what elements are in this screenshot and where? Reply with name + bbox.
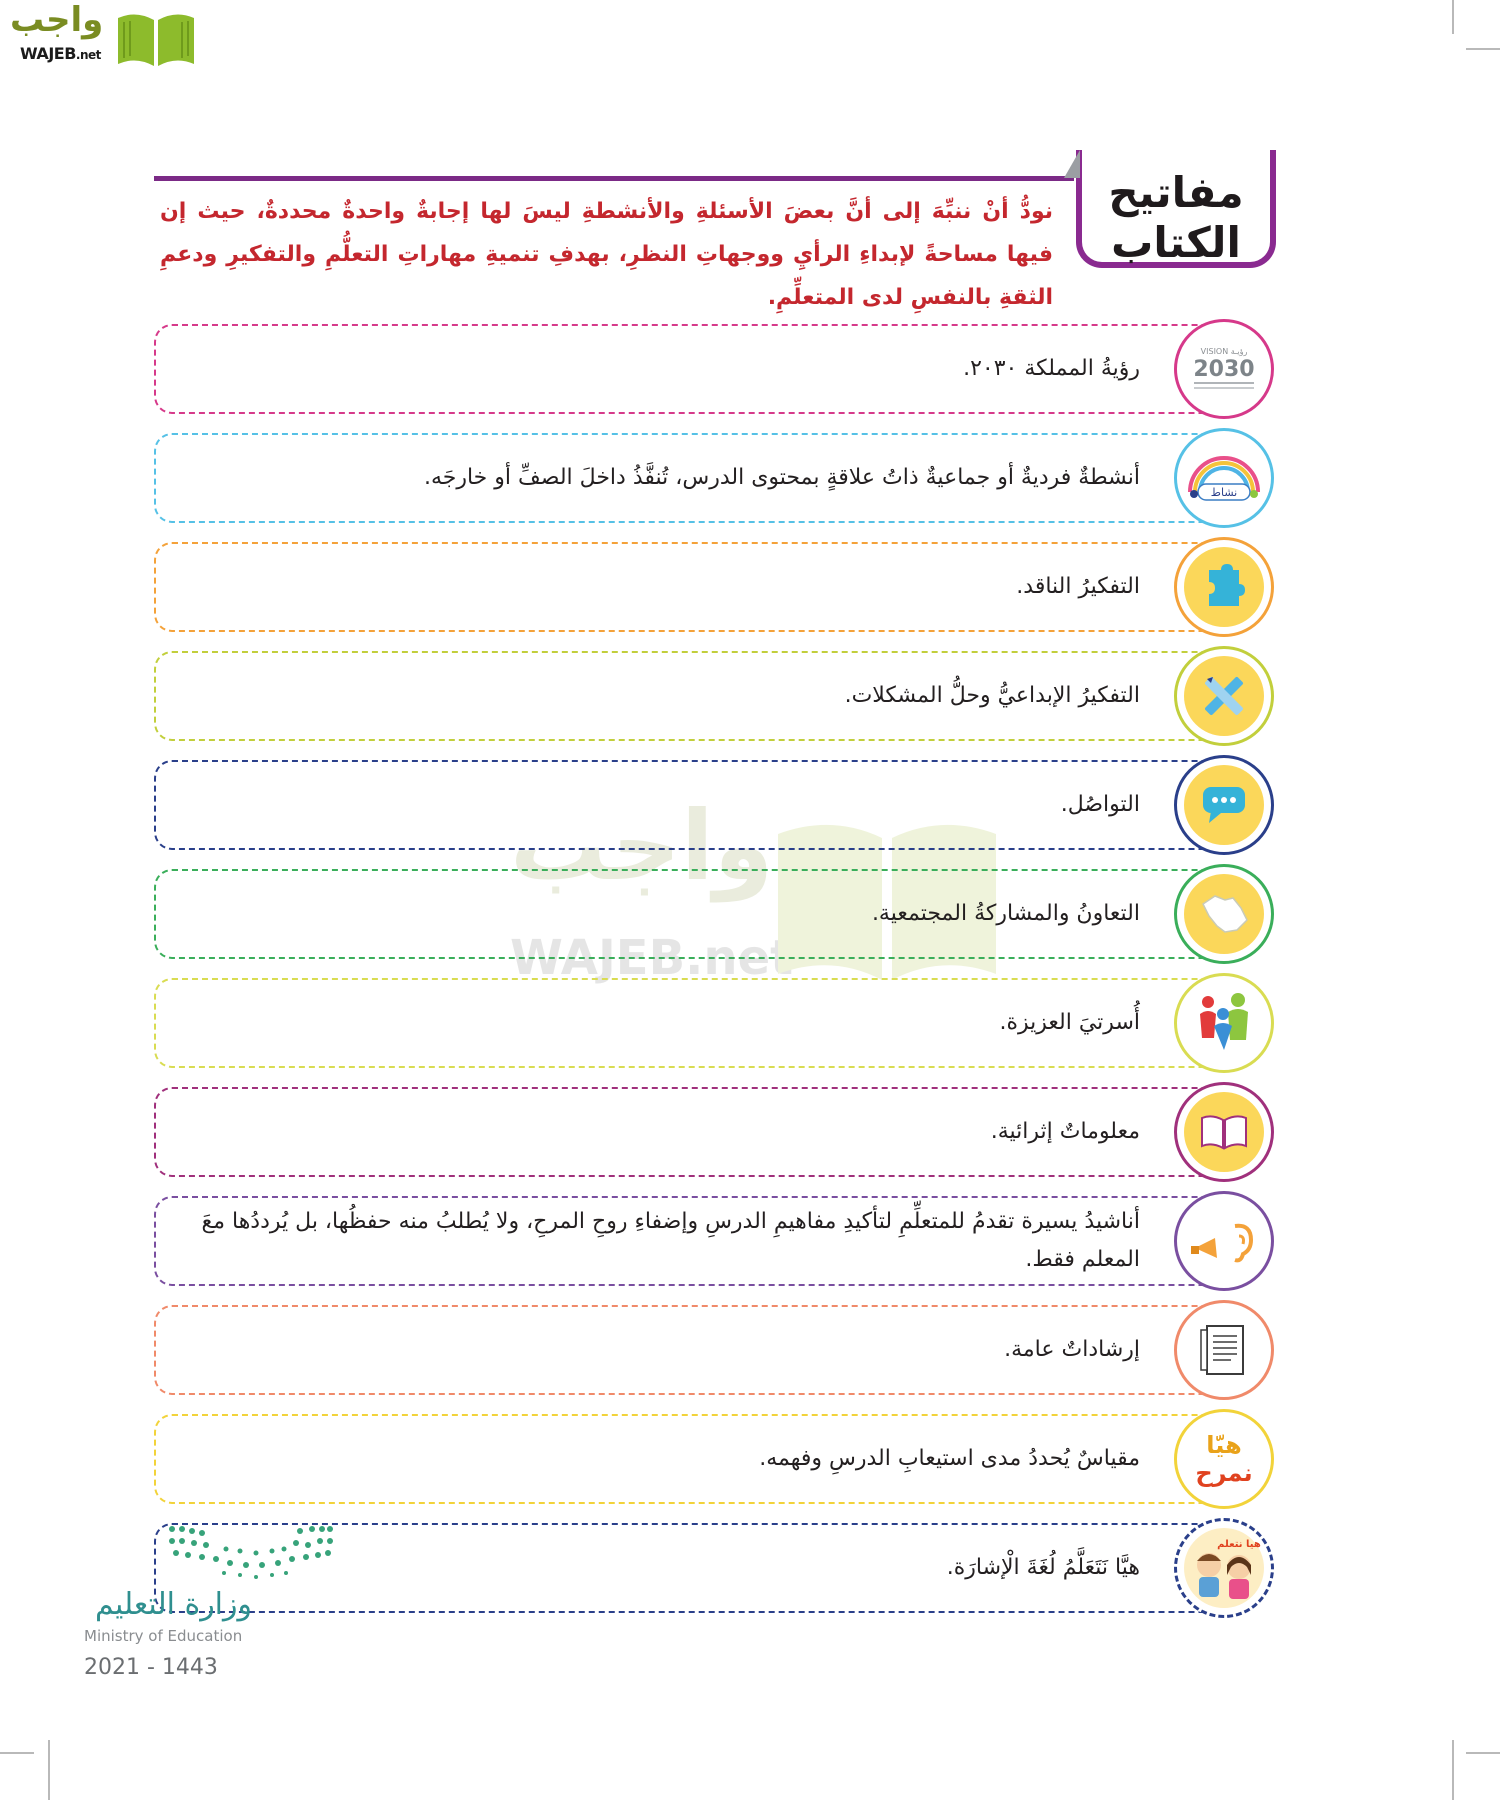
intro-paragraph: نودُّ أنْ ننبِّهَ إلى أنَّ بعضَ الأسئلةِ والأنشطةِ ليسَ لها إجابةٌ واحدةٌ محددةٌ، حيث إن فيها مساحةً لإبداءِ الرأيِ ووجهاتِ النظرِ، بهدفِ تنميةِ مهاراتِ التعلُّمِ والتفكيرِ ودعمِ الثقةِ بالنفسِ لدى المتعلِّمِ.	[160, 199, 1053, 310]
key-row-songs	[154, 1196, 1274, 1286]
key-description: أُسرتيَ العزيزة.	[999, 1010, 1140, 1035]
crop-mark	[48, 1740, 50, 1800]
document-list-icon	[1197, 1322, 1251, 1378]
key-description: التواصُل.	[1060, 792, 1140, 817]
book-keys-title-box	[1076, 150, 1276, 268]
page-title: مفاتيح الكتاب	[1108, 168, 1244, 267]
crop-mark	[1466, 1752, 1500, 1754]
key-row-vision-2030	[154, 324, 1274, 414]
crop-mark	[0, 1752, 34, 1754]
svg-text:2030: 2030	[1193, 357, 1255, 382]
key-row-assessment	[154, 1414, 1274, 1504]
pencil-ruler-icon	[1199, 671, 1249, 721]
row-icon-circle	[1174, 1409, 1274, 1509]
ear-megaphone-icon	[1191, 1218, 1257, 1264]
watermark-latin: WAJEB.net	[510, 930, 794, 986]
lets-have-fun-icon	[1187, 1427, 1261, 1491]
key-row-activity	[154, 433, 1274, 523]
key-description: التفكيرُ الإبداعيُّ وحلُّ المشكلات.	[844, 683, 1140, 708]
row-icon-circle	[1174, 646, 1274, 746]
row-icon-circle	[1174, 1518, 1274, 1618]
key-row-cooperation	[154, 869, 1274, 959]
key-row-critical-thinking	[154, 542, 1274, 632]
ministry-name-english: Ministry of Education	[84, 1627, 243, 1645]
ministry-dots-icon	[166, 1523, 336, 1583]
key-description: أناشيدُ يسيرة تقدمُ للمتعلِّمِ لتأكيدِ مفاهيمِ الدرسِ وإضفاءِ روحِ المرحِ، ولا يُطلبُ منه حفظُها، بل يُرددُها معَ المعلم فقط.	[201, 1209, 1140, 1272]
activity-rainbow-icon	[1184, 450, 1264, 506]
key-description: أنشطةٌ فرديةٌ أو جماعيةٌ ذاتُ علاقةٍ بمحتوى الدرس، تُنفَّذُ داخلَ الصفِّ أو خارجَه.	[423, 465, 1140, 490]
crop-mark	[1452, 0, 1454, 34]
key-description: التفكيرُ الناقد.	[1016, 574, 1140, 599]
key-description: مقياسٌ يُحددُ مدى استيعابِ الدرسِ وفهمه.	[759, 1446, 1140, 1471]
key-description: رؤيةُ المملكة ٢٠٣٠.	[963, 356, 1140, 381]
row-icon-circle	[1174, 428, 1274, 528]
chat-bubble-icon	[1199, 783, 1249, 827]
edition-year: 2021 - 1443	[84, 1655, 218, 1680]
key-description: إرشاداتٌ عامة.	[1004, 1337, 1140, 1362]
row-icon-circle	[1174, 1082, 1274, 1182]
sign-language-kids-icon	[1187, 1535, 1261, 1601]
watermark-arabic: واجب	[510, 790, 774, 902]
crop-mark	[1452, 1740, 1454, 1800]
key-row-creative-thinking	[154, 651, 1274, 741]
activity-badge: نشاط	[1210, 486, 1238, 499]
site-logo-arabic: واجب	[10, 0, 104, 40]
title-box-tab	[1064, 150, 1080, 178]
key-row-family	[154, 978, 1274, 1068]
header-rule	[154, 176, 1074, 181]
row-icon-circle	[1174, 755, 1274, 855]
site-logo[interactable]	[10, 0, 190, 66]
fun-badge-bottom: نمرح	[1195, 1459, 1253, 1487]
row-icon-circle	[1174, 973, 1274, 1073]
svg-text:VISION رؤيـة: VISION رؤيـة	[1200, 347, 1248, 356]
family-icon	[1194, 992, 1254, 1054]
row-icon-circle	[1174, 537, 1274, 637]
key-row-communication	[154, 760, 1274, 850]
row-icon-circle	[1174, 319, 1274, 419]
row-icon-circle	[1174, 1300, 1274, 1400]
ministry-name-arabic: وزارة التعليم	[94, 1587, 252, 1622]
key-row-enrichment	[154, 1087, 1274, 1177]
crop-mark	[1466, 48, 1500, 50]
site-logo-latin: WAJEB.net	[20, 44, 101, 63]
key-row-guidelines	[154, 1305, 1274, 1395]
ministry-logo	[82, 1515, 382, 1685]
saudi-map-icon	[1197, 890, 1251, 938]
fun-badge-top: هيّا	[1206, 1431, 1242, 1459]
key-description: هيَّا نَتَعَلَّمُ لُغَةَ الْإشارَة.	[946, 1555, 1140, 1580]
row-icon-circle	[1174, 864, 1274, 964]
puzzle-icon	[1199, 562, 1249, 612]
book-logo-icon	[114, 8, 198, 68]
sign-language-badge: هيا نتعلم	[1217, 1539, 1261, 1550]
key-description: معلوماتٌ إثرائية.	[990, 1119, 1140, 1144]
vision-2030-icon	[1186, 344, 1262, 394]
row-icon-circle	[1174, 1191, 1274, 1291]
open-book-icon	[1198, 1112, 1250, 1152]
key-description: التعاونُ والمشاركةُ المجتمعية.	[871, 901, 1140, 926]
